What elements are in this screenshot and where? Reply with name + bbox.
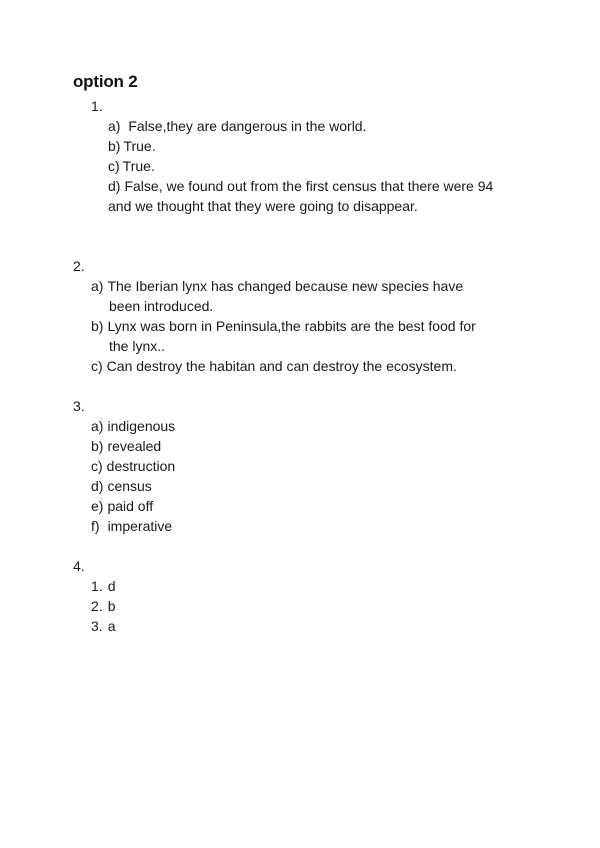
section-3-item-a (91, 416, 175, 436)
item-text: True. (122, 158, 155, 174)
item-text: Can destroy the habitan and can destroy the ecosystem. (106, 358, 457, 374)
section-1-item-d (108, 176, 493, 196)
section-3-item-e (91, 496, 153, 516)
section-3-item-f (91, 516, 172, 536)
section-3-item-b (91, 436, 161, 456)
section-3-item-d (91, 476, 152, 496)
section-1-item-d-continuation: and we thought that they were going to disappear. (108, 198, 418, 214)
item-text: b (107, 598, 116, 614)
item-text: False,they are dangerous in the world. (124, 118, 367, 134)
item-marker: b) (91, 438, 104, 454)
document-title: option 2 (73, 72, 138, 91)
section-1-item-b (108, 136, 156, 156)
item-marker: a) (108, 118, 121, 134)
item-text: False, we found out from the first census that there were 94 (124, 178, 494, 194)
item-text: True. (123, 138, 156, 154)
item-marker: a) (91, 278, 104, 294)
section-4-item-1 (91, 576, 115, 596)
item-marker: f) (91, 518, 100, 534)
item-text: revealed (107, 438, 162, 454)
item-marker: c) (108, 158, 120, 174)
section-1-number: 1. (91, 98, 103, 114)
item-marker: a) (91, 418, 104, 434)
section-2-item-b (91, 316, 476, 336)
section-4-item-3 (91, 616, 115, 636)
section-2-item-a-continuation: been introduced. (109, 298, 214, 314)
item-marker: b) (108, 138, 121, 154)
section-1-item-c (108, 156, 155, 176)
item-text: paid off (107, 498, 154, 514)
item-marker: 1. (91, 578, 103, 594)
item-text: d (107, 578, 116, 594)
item-text: Lynx was born in Peninsula,the rabbits are the best food for (107, 318, 476, 334)
item-marker: 3. (91, 618, 103, 634)
section-2-item-b-continuation: the lynx.. (109, 338, 166, 354)
section-4-number: 4. (73, 558, 85, 574)
item-marker: e) (91, 498, 104, 514)
item-text: destruction (106, 458, 176, 474)
item-marker: b) (91, 318, 104, 334)
item-text: a (107, 618, 116, 634)
section-3-item-c (91, 456, 175, 476)
item-text: The Iberian lynx has changed because new species have (107, 278, 464, 294)
item-text: indigenous (107, 418, 176, 434)
section-2-number: 2. (73, 258, 85, 274)
item-marker: d) (91, 478, 104, 494)
section-2-item-a (91, 276, 463, 296)
section-1-item-a (108, 116, 366, 136)
item-marker: c) (91, 458, 103, 474)
section-3-number: 3. (73, 398, 85, 414)
item-text: imperative (107, 518, 173, 534)
section-2-item-c (91, 356, 457, 376)
item-marker: d) (108, 178, 121, 194)
item-marker: 2. (91, 598, 103, 614)
item-marker: c) (91, 358, 103, 374)
item-text: census (107, 478, 152, 494)
section-4-item-2 (91, 596, 115, 616)
